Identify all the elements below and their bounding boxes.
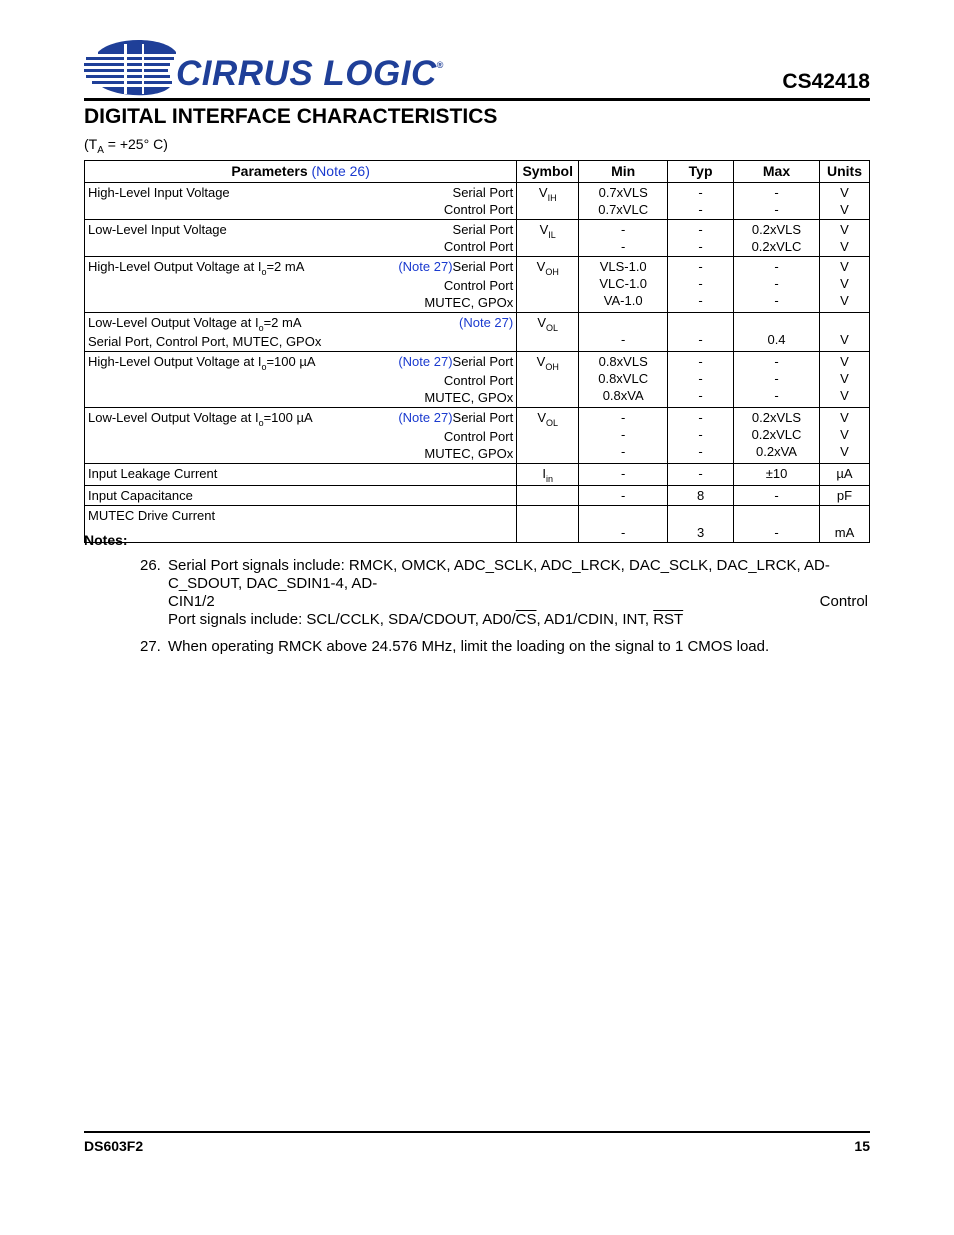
typ-cell: - - - [668,257,734,313]
header-rule [84,98,870,101]
table-header-row [85,161,870,183]
min-cell: - [579,486,668,506]
min-cell: - - - [579,408,668,464]
col-header-parameters: Parameters (Note 26) [85,161,517,183]
note-27-link[interactable]: (Note 27) [398,410,453,425]
table-row [85,313,870,352]
symbol-cell [517,486,579,506]
param-cell: Low-Level Input Voltage Serial Port Control Port [85,220,517,257]
table-row [85,506,870,543]
typ-cell: 3 [668,506,734,543]
min-cell: - - [579,220,668,257]
units-cell: V V [819,183,869,220]
units-cell: V V V [819,352,869,408]
table-row [85,257,870,313]
col-header-symbol: Symbol [517,161,579,183]
min-cell: - [579,464,668,486]
typ-cell: - [668,313,734,352]
max-cell: ±10 [734,464,820,486]
min-cell: VLS-1.0 VLC-1.0 VA-1.0 [579,257,668,313]
units-cell: V V V [819,408,869,464]
typ-cell: - - [668,183,734,220]
symbol-cell: $V_{OH}$ [517,352,579,408]
param-cell: Low-Level Output Voltage at $I_o=100$ µA (Note 27)Serial Port Control Port MUTEC, GPOx [85,408,517,464]
note-27-link[interactable]: (Note 27) [398,354,453,369]
notes-title: Notes: [84,532,128,548]
max-cell: 0.2xVLS 0.2xVLC [734,220,820,257]
symbol-cell: $V_{IH}$ [517,183,579,220]
param-cell: Low-Level Output Voltage at $I_o=2$ mA (Note 27) Serial Port, Control Port, MUTEC, GPOx [85,313,517,352]
max-cell: - - - [734,257,820,313]
min-cell: 0.7xVLS 0.7xVLC [579,183,668,220]
typ-cell: - - [668,220,734,257]
symbol-cell: $V_{OH}$ [517,257,579,313]
param-cell: High-Level Output Voltage at $I_o=100$ µA (Note 27)Serial Port Control Port MUTEC, GPOx [85,352,517,408]
max-cell: 0.2xVLS 0.2xVLC 0.2xVA [734,408,820,464]
part-number: CS42418 [782,70,870,93]
note-number: 26. [140,557,161,574]
test-condition: ($T_A = +25^\circ$ C) [84,136,168,156]
max-cell: - [734,506,820,543]
units-cell: V [819,313,869,352]
units-cell: mA [819,506,869,543]
param-cell: High-Level Input Voltage Serial Port Control Port [85,183,517,220]
param-cell: High-Level Output Voltage at $I_o=2$ mA (Note 27)Serial Port Control Port MUTEC, GPOx [85,257,517,313]
symbol-cell: $I_{in}$ [517,464,579,486]
table-row [85,183,870,220]
section-title: DIGITAL INTERFACE CHARACTERISTICS [84,105,498,128]
min-cell: 0.8xVLS 0.8xVLC 0.8xVA [579,352,668,408]
col-header-max: Max [734,161,820,183]
table-row [85,464,870,486]
param-cell: Input Leakage Current [85,464,517,486]
note-text: Serial Port signals include: RMCK, OMCK, ADC_SCLK, ADC_LRCK, DAC_SCLK, DAC_LRCK, AD- C_SDOUT, DAC_SDIN1-4, AD- CIN1/2 Control Port signals include: SCL/CCLK, SDA/CDOUT, $AD0/\overline{CS}$, AD1/CDIN, INT, $\overline{RST}$ [168,557,868,628]
digital-interface-table [84,160,870,543]
param-cell: Input Capacitance [85,486,517,506]
units-cell: pF [819,486,869,506]
max-cell: 0.4 [734,313,820,352]
col-header-min: Min [579,161,668,183]
param-cell: MUTEC Drive Current [85,506,517,543]
registered-mark: ® [436,60,444,70]
col-header-typ: Typ [668,161,734,183]
units-cell: V V V [819,257,869,313]
note-text: When operating RMCK above 24.576 MHz, limit the loading on the signal to 1 CMOS load. [168,638,770,655]
typ-cell: 8 [668,486,734,506]
typ-cell: - - - [668,408,734,464]
note-27-link[interactable]: (Note 27) [459,315,514,330]
min-cell: - [579,313,668,352]
symbol-cell [517,506,579,543]
note-number: 27. [140,638,161,655]
note-27-link[interactable]: (Note 27) [398,259,453,274]
min-cell: - [579,506,668,543]
max-cell: - [734,486,820,506]
typ-cell: - - - [668,352,734,408]
typ-cell: - [668,464,734,486]
max-cell: - - - [734,352,820,408]
symbol-cell: $V_{OL}$ [517,408,579,464]
max-cell: - - [734,183,820,220]
units-cell: µA [819,464,869,486]
footer-rule [84,1131,870,1133]
col-header-units: Units [819,161,869,183]
table-row [85,352,870,408]
page-number: 15 [854,1138,870,1154]
units-cell: V V [819,220,869,257]
table-row [85,220,870,257]
table-row [85,408,870,464]
document-id: DS603F2 [84,1138,144,1154]
logo-wordmark: CIRRUS LOGIC® [176,54,444,93]
table-row [85,486,870,506]
symbol-cell: $V_{IL}$ [517,220,579,257]
symbol-cell: $V_{OL}$ [517,313,579,352]
note-26-link[interactable]: (Note 26) [311,163,370,179]
